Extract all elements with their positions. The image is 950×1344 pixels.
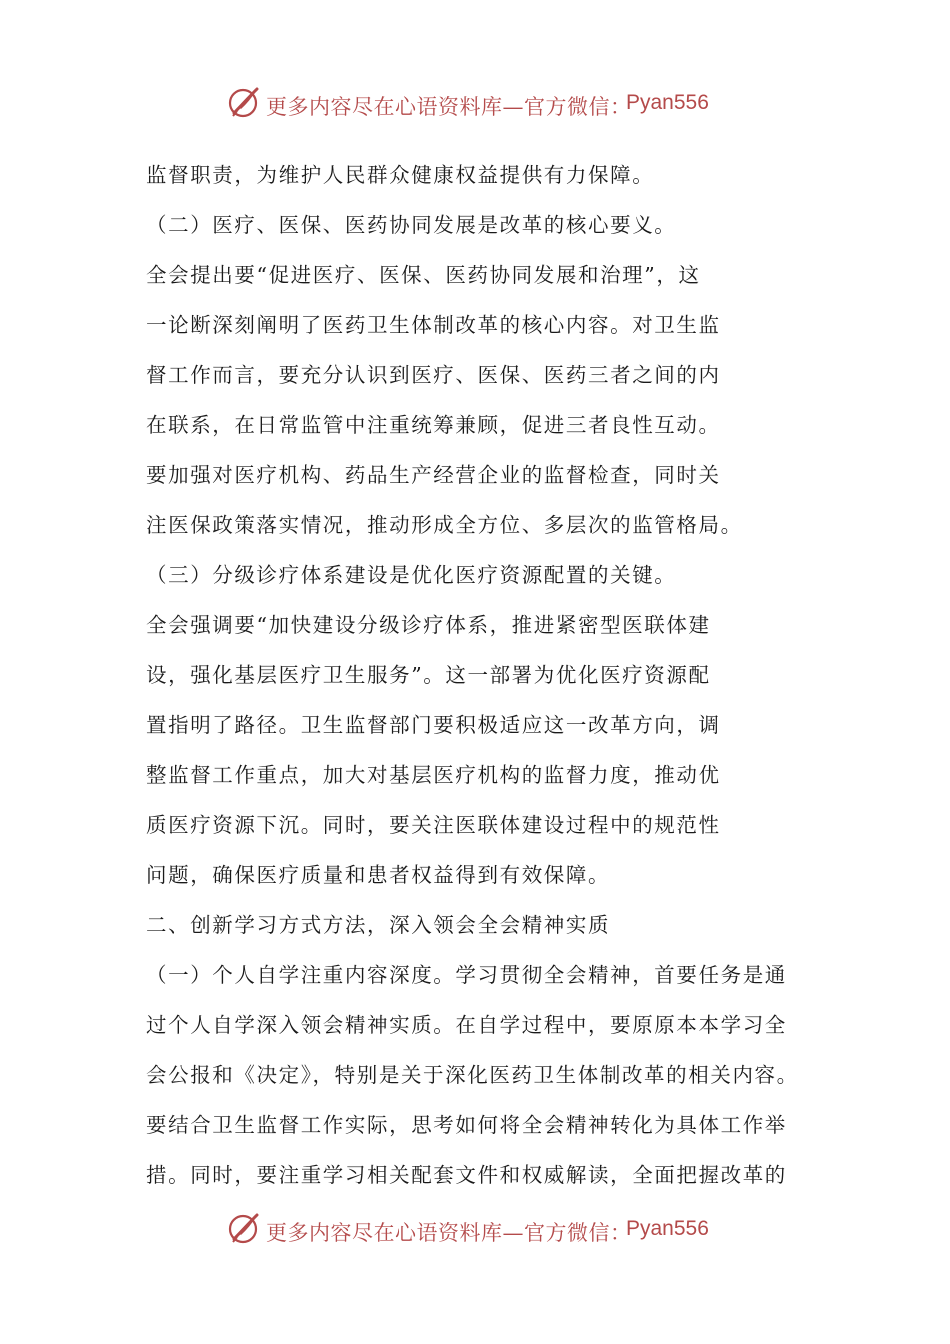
text-line: 注医保政策落实情况，推动形成全方位、多层次的监管格局。 xyxy=(146,513,743,537)
text-line: 全会提出要“促进医疗、医保、医药协同发展和治理”，这 xyxy=(146,263,701,287)
chapter-heading: 二、创新学习方式方法，深入领会全会精神实质 xyxy=(146,913,611,937)
quill-pen-circle-icon xyxy=(227,1212,261,1246)
text-line: 整监督工作重点，加大对基层医疗机构的监督力度，推动优 xyxy=(146,763,721,787)
text-line: 监督职责，为维护人民群众健康权益提供有力保障。 xyxy=(146,163,655,187)
quill-pen-circle-icon xyxy=(227,86,261,120)
text-line: 会公报和《决定》，特别是关于深化医药卫生体制改革的相关内容。 xyxy=(146,1063,799,1087)
text-line: 质医疗资源下沉。同时，要关注医联体建设过程中的规范性 xyxy=(146,813,721,837)
banner-text: 更多内容尽在心语资料库—官方微信： xyxy=(266,95,632,119)
text-line: （一）个人自学注重内容深度。学习贯彻全会精神，首要任务是通 xyxy=(146,963,787,987)
text-line: 设，强化基层医疗卫生服务”。这一部署为优化医疗资源配 xyxy=(146,663,711,687)
section-heading: （三）分级诊疗体系建设是优化医疗资源配置的关键。 xyxy=(146,563,677,587)
section-heading: （二）医疗、医保、医药协同发展是改革的核心要义。 xyxy=(146,213,677,237)
footer-banner xyxy=(0,1210,950,1250)
text-line: 问题，确保医疗质量和患者权益得到有效保障。 xyxy=(146,863,611,887)
text-line: 在联系，在日常监管中注重统筹兼顾，促进三者良性互动。 xyxy=(146,413,721,437)
banner-text: 更多内容尽在心语资料库—官方微信： xyxy=(266,1221,632,1245)
document-body xyxy=(146,150,826,1200)
text-line: 要结合卫生监督工作实际，思考如何将全会精神转化为具体工作举 xyxy=(146,1113,787,1137)
text-line: 督工作而言，要充分认识到医疗、医保、医药三者之间的内 xyxy=(146,363,721,387)
text-line: 一论断深刻阐明了医药卫生体制改革的核心内容。对卫生监 xyxy=(146,313,721,337)
text-line: 置指明了路径。卫生监督部门要积极适应这一改革方向，调 xyxy=(146,713,721,737)
text-line: 全会强调要“加快建设分级诊疗体系，推进紧密型医联体建 xyxy=(146,613,711,637)
text-line: 措。同时，要注重学习相关配套文件和权威解读，全面把握改革的 xyxy=(146,1163,787,1187)
wechat-id: Pyan556 xyxy=(626,1217,709,1240)
header-banner xyxy=(0,84,950,124)
wechat-id: Pyan556 xyxy=(626,91,709,114)
text-line: 过个人自学深入领会精神实质。在自学过程中，要原原本本学习全 xyxy=(146,1013,787,1037)
text-line: 要加强对医疗机构、药品生产经营企业的监督检查，同时关 xyxy=(146,463,721,487)
